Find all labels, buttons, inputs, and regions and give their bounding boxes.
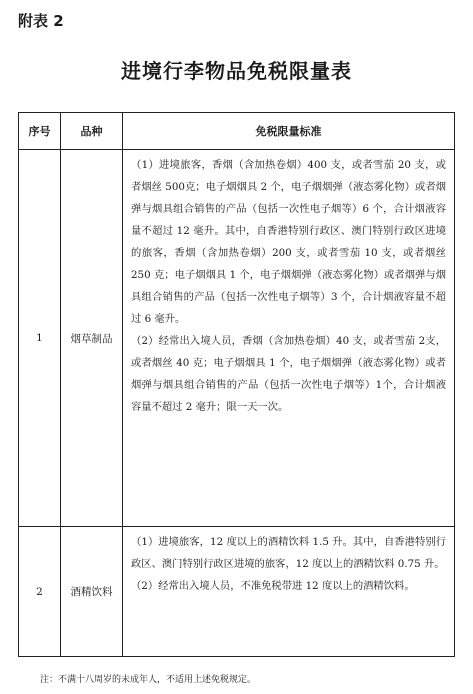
attachment-label: 附表 2 [18, 12, 64, 30]
table-row [19, 527, 455, 657]
row-no: 1 [19, 150, 61, 527]
table-header-row [19, 113, 455, 150]
header-no: 序号 [19, 113, 61, 150]
page-title: 进境行李物品免税限量表 [121, 59, 352, 83]
header-standard: 免税限量标准 [123, 113, 455, 150]
row-category: 酒精饮料 [61, 527, 123, 657]
table-row [19, 150, 455, 527]
standard-paragraph: （2）经常出入境人员，香烟（含加热卷烟）40 支，或者雪茄 2支，或者烟丝 40 克；电子烟烟具 1 个，电子烟烟弹（液态雾化物）或者烟弹与烟具组合销售的产品（包括一次性电子烟等）1个，合计烟液容量不超过 2 毫升；限一天一次。 [131, 335, 446, 413]
row-standard [123, 150, 455, 527]
header-category: 品种 [61, 113, 123, 150]
row-standard [123, 527, 455, 657]
row-category: 烟草制品 [61, 150, 123, 527]
standard-paragraph: （1）进境旅客，香烟（含加热卷烟）400 支，或者雪茄 20 支，或者烟丝 500克；电子烟烟具 2 个，电子烟烟弹（液态雾化物）或者烟弹与烟具组合销售的产品（包括一次性电子烟等）6 个，合计烟液容量不超过 12 毫升。其中，自香港特别行政区、澳门特别行政区进境的旅客，香烟（含加热卷烟）200 支，或者雪茄 10 支，或者烟丝 250 克；电子烟烟具 1 个，电子烟烟弹（液态雾化物）或者烟弹与烟具组合销售的产品（包括一次性电子烟等）3 个，合计烟液容量不超过 6 毫升。 [131, 159, 446, 325]
footnote: 注：不满十八周岁的未成年人，不适用上述免税规定。 [40, 675, 257, 685]
standard-paragraph: （2）经常出入境人员，不准免税带进 12 度以上的酒精饮料。 [131, 580, 415, 592]
standard-paragraph: （1）进境旅客，12 度以上的酒精饮料 1.5 升。其中，自香港特别行政区、澳门特别行政区进境的旅客，12 度以上的酒精饮料 0.75 升。 [131, 536, 446, 570]
duty-free-table [18, 112, 455, 657]
row-no: 2 [19, 527, 61, 657]
